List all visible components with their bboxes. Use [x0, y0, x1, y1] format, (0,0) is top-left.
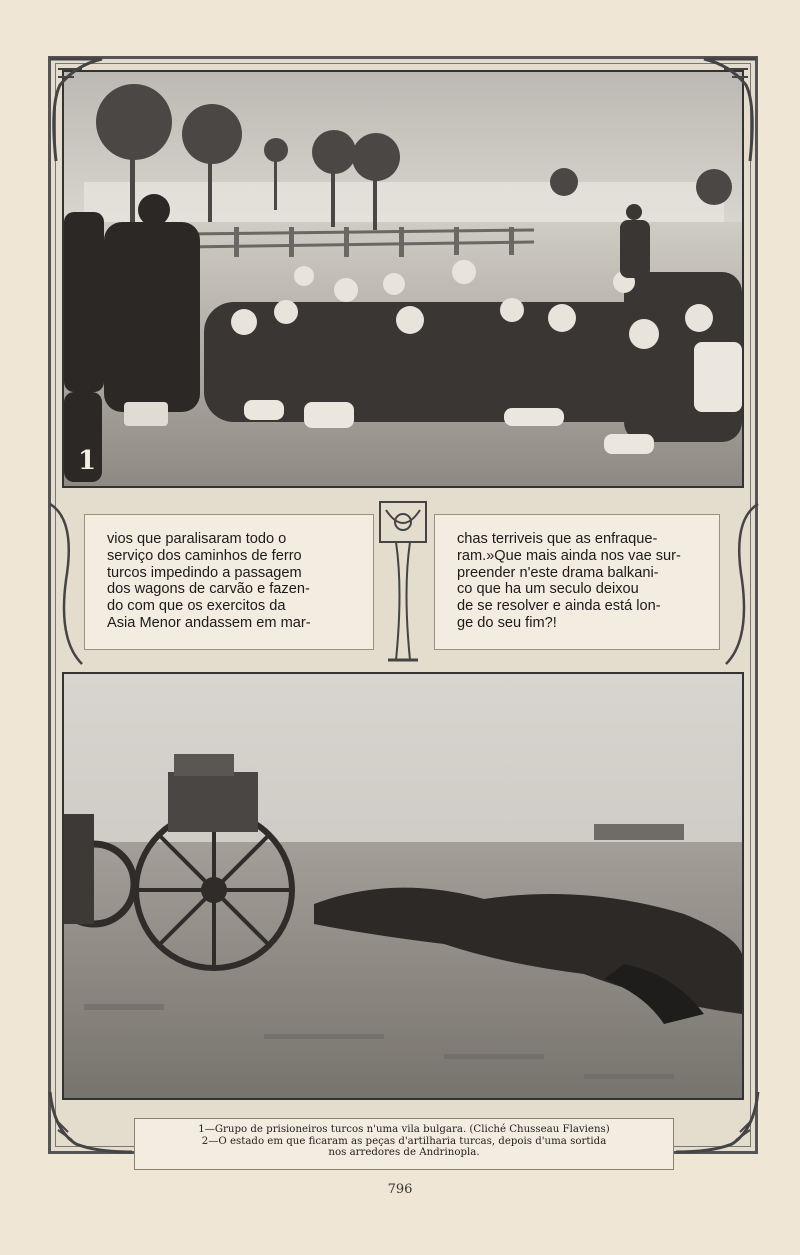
- text-line: chas terriveis que as enfraque-: [457, 531, 658, 547]
- text-line: serviço dos caminhos de ferro: [107, 547, 302, 564]
- page-number: 796: [387, 1182, 413, 1197]
- text-panel-right: [434, 514, 720, 650]
- text-line: dos wagons de carvão e fazen-: [107, 581, 310, 598]
- photo-artillery-image: [64, 674, 742, 1098]
- text-line: turcos impedindo a passagem: [107, 564, 302, 581]
- text-line: vios que paralisaram todo o: [107, 531, 287, 547]
- caption-line-2: 2—O estado em que ficaram as peças d'artilharia turcas, depois d'uma sortida: [201, 1135, 607, 1147]
- text-line: Asia Menor andassem em mar-: [107, 614, 311, 631]
- text-line: ge do seu fim?!: [457, 614, 557, 631]
- text-line: ram.»Que mais ainda nos vae sur-: [457, 547, 681, 564]
- photo-prisoners-image: [64, 72, 742, 486]
- text-line: do com que os exercitos da: [107, 598, 286, 615]
- text-line: de se resolver e ainda está lon-: [457, 598, 661, 615]
- photo-artillery: [62, 672, 744, 1100]
- caption-line-3: nos arredores de Andrinopla.: [328, 1147, 480, 1158]
- photo-number: 1: [78, 446, 97, 476]
- text-line: co que ha um seculo deixou: [457, 581, 639, 598]
- caption-line-1: 1—Grupo de prisioneiros turcos n'uma vila bulgara. (Cliché Chusseau Flaviens): [198, 1124, 610, 1135]
- text-panel-left: [84, 514, 374, 650]
- caption: [134, 1118, 674, 1170]
- photo-prisoners: [62, 70, 744, 488]
- text-line: preender n'este drama balkani-: [457, 564, 659, 581]
